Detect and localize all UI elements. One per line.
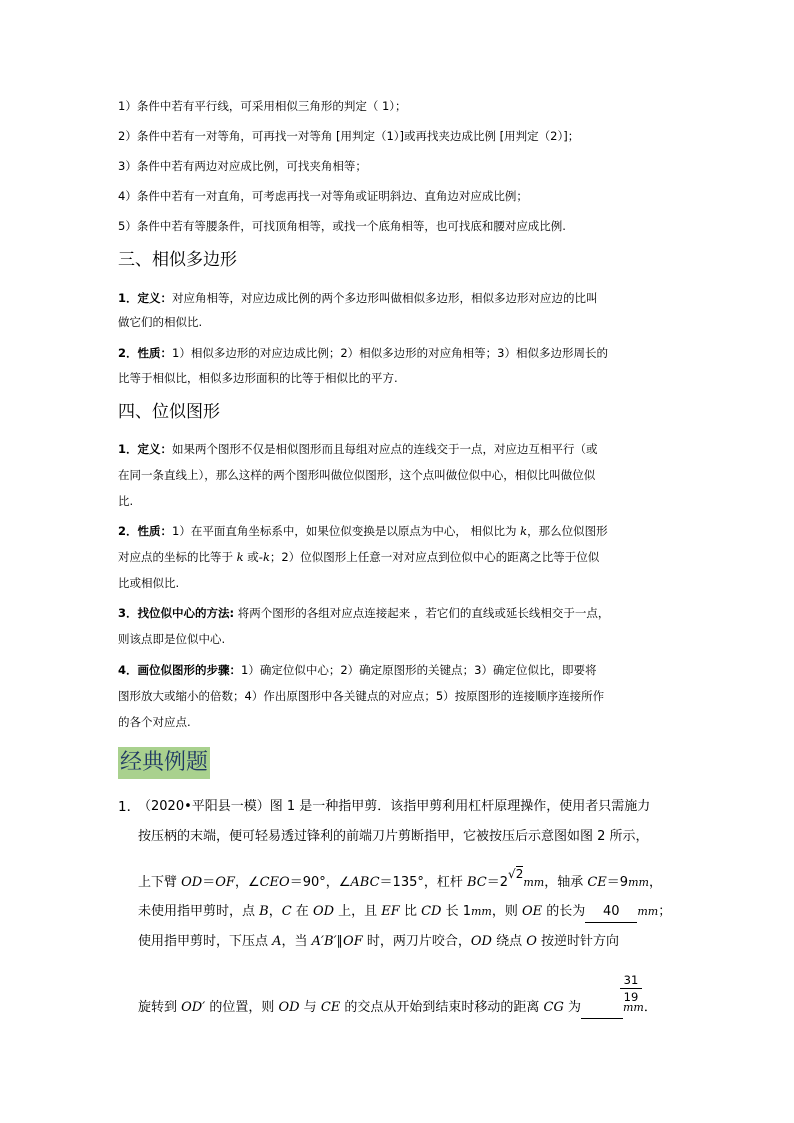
steps-label: 4．画位似图形的步骤： [118, 663, 242, 677]
var-bc: BC [467, 875, 487, 890]
condition-item-1: 1）条件中若有平行线，可采用相似三角形的判定（ 1）； [118, 99, 407, 113]
text: ，∠ [234, 875, 260, 890]
text: 旋转到 [138, 1000, 182, 1015]
drawing-steps-end: 的各个对应点. [118, 715, 191, 729]
var-of: OF [215, 875, 235, 890]
text: 长 1 [441, 904, 471, 919]
text: ； [658, 904, 672, 919]
sqrt-symbol: √2 [508, 867, 524, 881]
homothetic-property-end: 比或相似比. [118, 576, 180, 590]
var-od: OD [278, 1000, 300, 1015]
example-line-4 [138, 902, 671, 923]
text: ＝ [202, 875, 216, 890]
similar-polygon-property-cont: 比等于相似比，相似多边形面积的比等于相似比的平方. [118, 371, 398, 385]
definition-label: 1．定义： [118, 291, 173, 305]
text: ＝90°，∠ [289, 875, 351, 890]
section-heading-homothetic-figures: 四、位似图形 [118, 402, 220, 422]
condition-item-2: 2）条件中若有一对等角，可再找一对等角 [用判定（1）]或再找夹边成比例 [用判定（2）]； [118, 129, 580, 143]
property-text: 或- [243, 550, 263, 564]
var-k: k [262, 550, 270, 564]
drawing-steps [118, 662, 596, 678]
var-od: OD [312, 904, 335, 919]
text: ， [268, 904, 282, 919]
homothetic-definition-cont: 在同一条直线上），那么这样的两个图形叫做位似图形，这个点叫做位似中心，相似比叫做位似 [118, 468, 596, 482]
similar-polygon-property [118, 345, 608, 361]
homothetic-definition [118, 441, 598, 457]
text: 为 [563, 1000, 581, 1015]
text: ＝135°，杠杆 [379, 875, 467, 890]
text: ＝9 [606, 875, 629, 890]
text: ． [643, 1000, 657, 1015]
sqrt-radicand: 2 [515, 867, 524, 881]
property-text: 1）相似多边形的对应边成比例；2）相似多边形的对应角相等；3）相似多边形周长的 [172, 346, 608, 360]
method-label: 3．找位似中心的方法: [118, 606, 235, 620]
text: 时，两刀片咬合， [362, 934, 471, 949]
var-b: B [259, 904, 269, 919]
text: 在 [291, 904, 313, 919]
classic-examples-banner: 经典例题 [118, 747, 210, 779]
text: 使用指甲剪时，下压点 [138, 934, 273, 949]
text: ， [648, 875, 662, 890]
var-abc: ABC [350, 875, 380, 890]
text: 上，且 [334, 904, 382, 919]
homothetic-center-method [118, 605, 609, 621]
var-o: O [526, 934, 537, 949]
condition-item-3: 3）条件中若有两边对应成比例，可找夹角相等； [118, 159, 367, 173]
definition-text: 对应角相等，对应边成比例的两个多边形叫做相似多边形，相似多边形对应边的比叫 [172, 291, 598, 305]
var-k: k [520, 524, 528, 538]
definition-label: 1．定义： [118, 442, 173, 456]
example-line-3 [138, 867, 662, 893]
text: 上下臂 [138, 875, 182, 890]
text: ，当 [281, 934, 312, 949]
property-label: 2．性质： [118, 346, 173, 360]
fraction-bar [620, 988, 642, 989]
steps-text: 1）确定位似中心；2）确定原图形的关键点；3）确定位似比，即要将 [241, 663, 597, 677]
unit-mm: mm [523, 876, 545, 889]
var-cd: CD [421, 904, 442, 919]
var-od: OD [470, 934, 492, 949]
var-ce: CE [320, 1000, 341, 1015]
property-text: 1）在平面直角坐标系中，如果位似变换是以原点为中心， 相似比为 [172, 524, 521, 538]
homothetic-center-method-cont: 则该点即是位似中心. [118, 632, 226, 646]
homothetic-property [118, 523, 608, 539]
similar-polygon-definition-cont: 做它们的相似比. [118, 315, 203, 329]
condition-item-5: 5）条件中若有等腰条件，可找顶角相等，或找一个底角相等，也可找底和腰对应成比例. [118, 219, 566, 233]
var-od: OD [181, 875, 203, 890]
example-line-5 [138, 932, 619, 952]
answer-2-blank [581, 998, 623, 1019]
var-cg: CG [543, 1000, 564, 1015]
var-ceo: CEO [259, 875, 290, 890]
unit-mm: mm [623, 1001, 644, 1014]
var-apbp: A′B′ [311, 934, 337, 949]
text: 的交点从开始到结束时移动的距离 [340, 1000, 544, 1015]
drawing-steps-cont: 图形放大或缩小的倍数；4）作出原图形中各关键点的对应点；5）按原图形的连接顺序连接所作 [118, 689, 605, 703]
var-of: OF [343, 934, 363, 949]
var-oe: OE [522, 904, 543, 919]
unit-mm: mm [637, 905, 659, 918]
condition-item-4: 4）条件中若有一对直角，可考虑再找一对等角或证明斜边、直角边对应成比例； [118, 189, 528, 203]
var-a: A [272, 934, 282, 949]
definition-text: 如果两个图形不仅是相似图形而且每组对应点的连线交于一点，对应边互相平行（或 [172, 442, 598, 456]
text: 的位置，则 [205, 1000, 279, 1015]
text: 未使用指甲剪时，点 [138, 904, 260, 919]
text: ，轴承 [544, 875, 588, 890]
example-line-2: 按压柄的末端，便可轻易透过锋利的前端刀片剪断指甲，它被按压后示意图如图 2 所示， [138, 829, 649, 844]
fraction-numerator: 31 [623, 973, 639, 987]
method-text: 将两个图形的各组对应点连接起来 ，若它们的直线或延长线相交于一点， [234, 606, 610, 620]
text: ∥ [336, 934, 344, 949]
homothetic-definition-end: 比. [118, 494, 134, 508]
example-line-1: （2020•平阳县一模）图 1 是一种指甲剪．该指甲剪利用杠杆原理操作，使用者只需施力 [138, 799, 651, 814]
similar-polygon-definition [118, 290, 598, 306]
property-label: 2．性质： [118, 524, 173, 538]
unit-mm: mm [471, 905, 492, 918]
text: 按逆时针方向 [536, 934, 620, 949]
text: 绕点 [491, 934, 527, 949]
homothetic-property-cont [118, 549, 599, 565]
fraction-denominator: 19 [623, 990, 639, 1004]
var-ce: CE [587, 875, 607, 890]
section-heading-similar-polygons: 三、相似多边形 [118, 250, 237, 270]
example-line-6 [138, 998, 657, 1019]
property-text: ；2）位似图形上任意一对对应点到位似中心的距离之比等于位似 [269, 550, 600, 564]
text: ，则 [491, 904, 523, 919]
var-ef: EF [381, 904, 400, 919]
property-text: 对应点的坐标的比等于 [118, 550, 237, 564]
text: 的长为 [542, 904, 586, 919]
var-c: C [281, 904, 292, 919]
answer-1-blank: 40 [585, 902, 637, 923]
text: ＝2 [486, 875, 509, 890]
var-odp: OD′ [181, 1000, 206, 1015]
var-k: k [236, 550, 244, 564]
text: 比 [399, 904, 422, 919]
unit-mm: mm [628, 876, 649, 889]
example-number: 1． [118, 799, 141, 815]
text: 与 [299, 1000, 321, 1015]
property-text: ，那么位似图形 [527, 524, 608, 538]
